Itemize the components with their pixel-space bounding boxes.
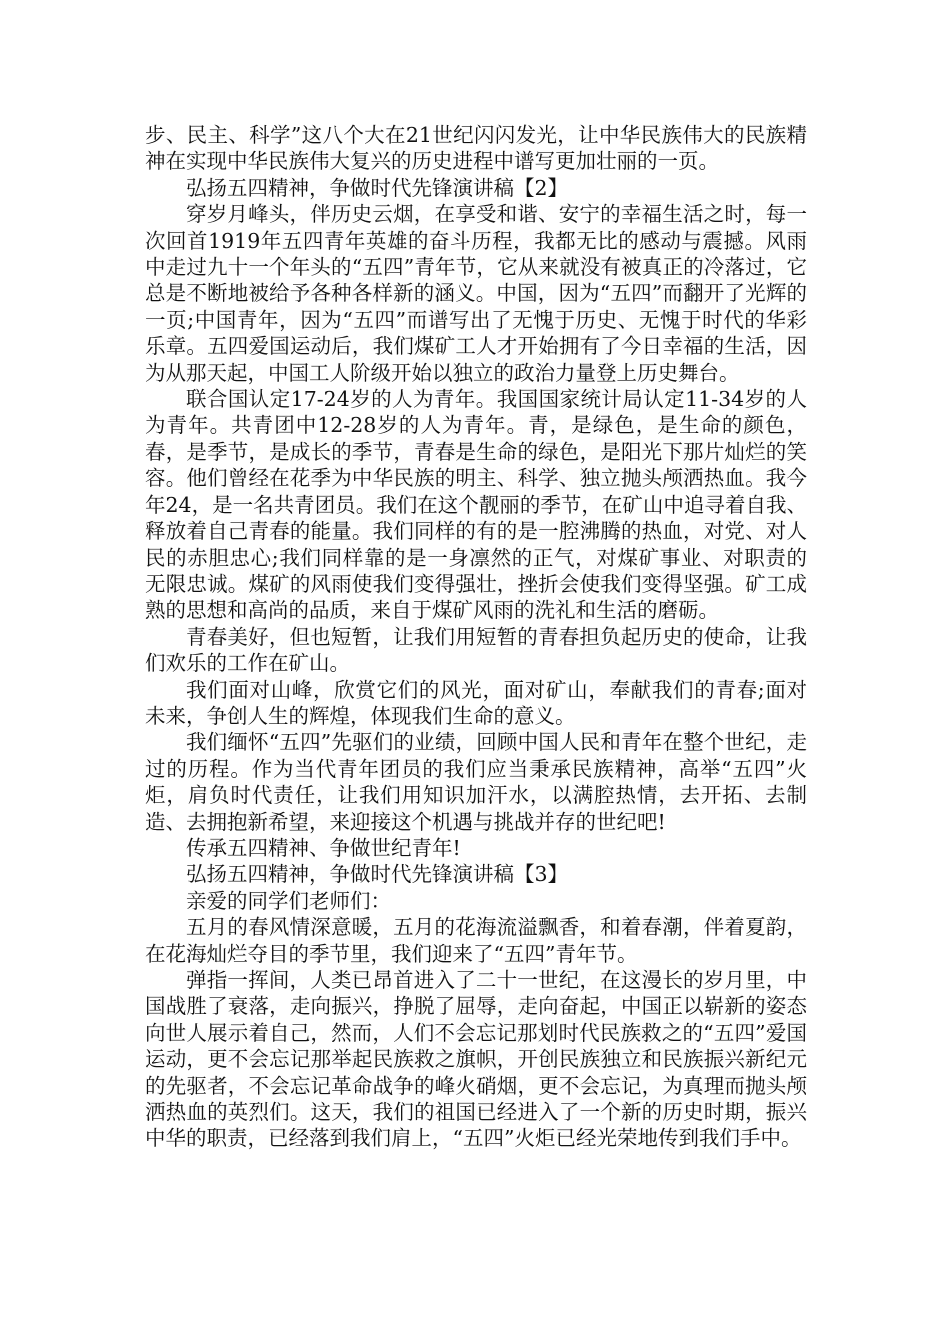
paragraph: 我们面对山峰，欣赏它们的风光，面对矿山，奉献我们的青春;面对未来，争创人生的辉煌，体现我们生命的意义。	[145, 677, 807, 728]
paragraph: 五月的春风情深意暖，五月的花海流溢飘香，和着春潮，伴着夏韵，在花海灿烂夺目的季节里，我们迎来了“五四”青年节。	[145, 915, 807, 966]
paragraph-continuation: 步、民主、科学”这八个大在21世纪闪闪发光，让中华民族伟大的民族精神在实现中华民族伟大复兴的历史进程中谱写更加壮丽的一页。	[145, 123, 807, 174]
paragraph: 穿岁月峰头，伴历史云烟，在享受和谐、安宁的幸福生活之时，每一次回首1919年五四青年英雄的奋斗历程，我都无比的感动与震撼。风雨中走过九十一个年头的“五四”青年节，它从来就没有被真正的冷落过，它总是不断地被给予各种各样新的涵义。中国，因为“五四”而翻开了光辉的一页;中国青年，因为“五四”而谱写出了无愧于历史、无愧于时代的华彩乐章。五四爱国运动后，我们煤矿工人才开始拥有了今日幸福的生活，因为从那天起，中国工人阶级开始以独立的政治力量登上历史舞台。	[145, 202, 807, 385]
paragraph: 联合国认定17-24岁的人为青年。我国国家统计局认定11-34岁的人为青年。共青团中12-28岁的人为青年。青，是绿色，是生命的颜色，春，是季节，是成长的季节，青春是生命的绿色，是阳光下那片灿烂的笑容。他们曾经在花季为中华民族的明主、科学、独立抛头颅洒热血。我今年24，是一名共青团员。我们在这个靓丽的季节，在矿山中追寻着自我、释放着自己青春的能量。我们同样的有的是一腔沸腾的热血，对党、对人民的赤胆忠心;我们同样靠的是一身凛然的正气，对煤矿事业、对职责的无限忠诚。煤矿的风雨使我们变得强壮，挫折会使我们变得坚强。矿工成熟的思想和高尚的品质，来自于煤矿风雨的洗礼和生活的磨砺。	[145, 387, 807, 623]
salutation: 亲爱的同学们老师们：	[186, 888, 391, 913]
speech-heading-3: 弘扬五四精神，争做时代先锋演讲稿【3】	[186, 862, 569, 887]
document-body	[145, 122, 807, 1152]
paragraph: 弹指一挥间，人类已昂首进入了二十一世纪，在这漫长的岁月里，中国战胜了衰落，走向振兴，挣脱了屈辱，走向奋起，中国正以崭新的姿态向世人展示着自己，然而，人们不会忘记那划时代民族救之的“五四”爱国运动，更不会忘记那举起民族救之旗帜，开创民族独立和民族振兴新纪元的先驱者，不会忘记革命战争的峰火硝烟，更不会忘记，为真理而抛头颅洒热血的英烈们。这天，我们的祖国已经进入了一个新的历史时期，振兴中华的职责，已经落到我们肩上，“五四”火炬已经光荣地传到我们手中。	[145, 968, 807, 1151]
speech-heading-2: 弘扬五四精神，争做时代先锋演讲稿【2】	[186, 175, 569, 200]
slogan-line: 传承五四精神、争做世纪青年!	[186, 835, 461, 860]
paragraph: 青春美好，但也短暂，让我们用短暂的青春担负起历史的使命，让我们欢乐的工作在矿山。	[145, 624, 807, 676]
paragraph: 我们缅怀“五四”先驱们的业绩，回顾中国人民和青年在整个世纪，走过的历程。作为当代青年团员的我们应当秉承民族精神，高举“五四”火炬，肩负时代责任，让我们用知识加汗水，以满腔热情，去开拓、去制造、去拥抱新希望，来迎接这个机遇与挑战并存的世纪吧!	[145, 730, 807, 834]
